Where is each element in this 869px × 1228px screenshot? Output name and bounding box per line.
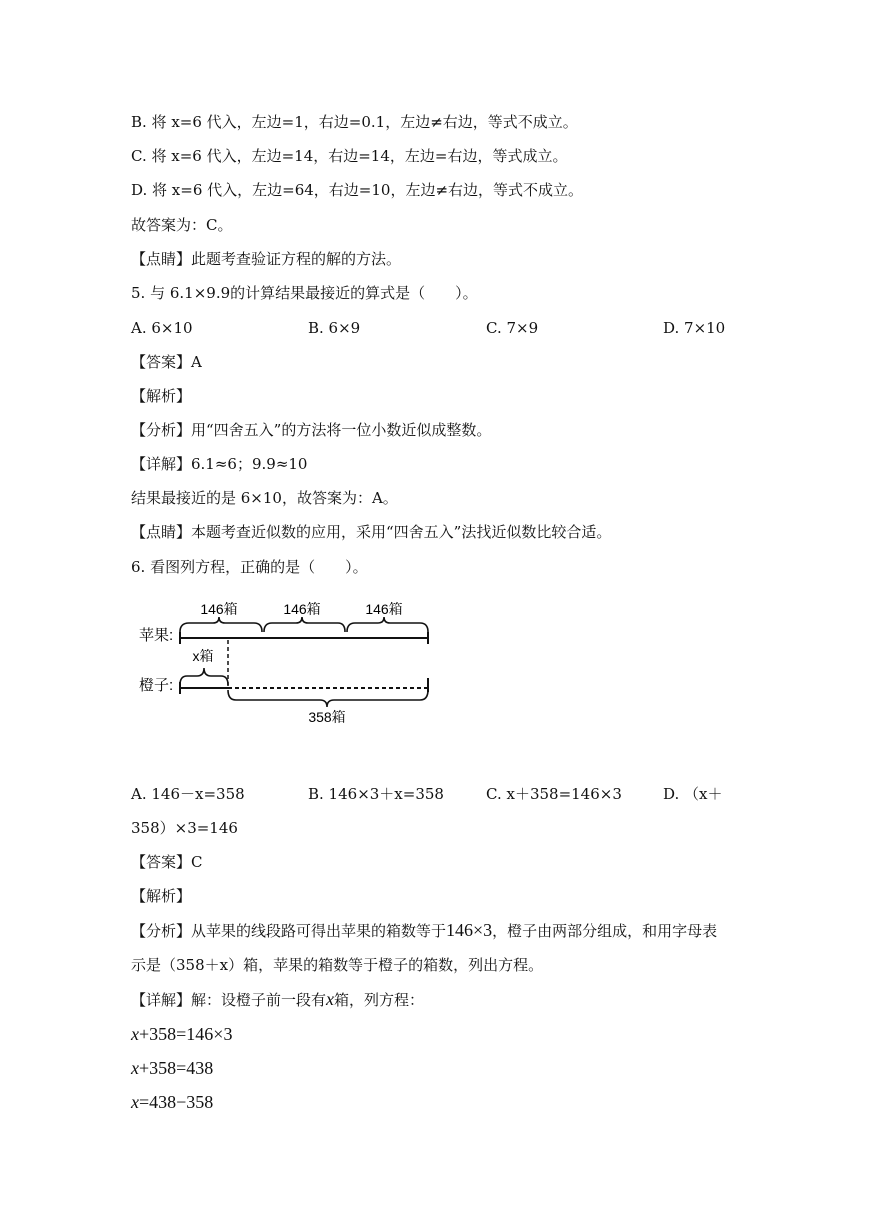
q6-stem: 6. 看图列方程，正确的是（ ）。 xyxy=(131,558,368,576)
q4-option-b-explanation: B. 将 x=6 代入，左边=1，右边=0.1，左边≠右边，等式不成立。 xyxy=(131,113,578,131)
q6-detail-prefix: 【详解】解：设橙子前一段有 xyxy=(131,991,327,1009)
orange-label: 橙子: xyxy=(139,677,174,694)
q5-answer: 【答案】A xyxy=(131,353,202,371)
q6-answer: 【答案】C xyxy=(131,853,203,871)
eq2-rest: +358=438 xyxy=(139,1058,214,1078)
q5-stem: 5. 与 6.1×9.9的计算结果最接近的算式是（ ）。 xyxy=(131,284,478,302)
q5-analysis-heading: 【解析】 xyxy=(131,387,192,405)
q5-option-a: A. 6×10 xyxy=(131,319,193,337)
eq1-rest: +358=146×3 xyxy=(139,1024,233,1044)
q6-detail-suffix: 箱，列方程： xyxy=(334,991,425,1009)
q6-analysis-heading: 【解析】 xyxy=(131,887,192,905)
q6-option-b: B. 146×3＋x=358 xyxy=(308,785,444,803)
eq2-var: x xyxy=(131,1058,139,1078)
q6-equation-3 xyxy=(131,1092,213,1112)
q6-analysis-suffix: ，橙子由两部分组成，和用字母表 xyxy=(492,922,718,940)
q6-analysis-line1 xyxy=(131,920,717,941)
q4-conclusion: 故答案为：C。 xyxy=(131,216,233,234)
q6-detail-var: x xyxy=(326,989,335,1009)
q6-equation-2 xyxy=(131,1058,213,1078)
segment-label-3: 146箱 xyxy=(365,601,403,617)
q4-option-d-explanation: D. 将 x=6 代入，左边=64，右边=10，左边≠右边，等式不成立。 xyxy=(131,181,584,199)
q6-analysis-line2: 示是（358＋x）箱，苹果的箱数等于橙子的箱数，列出方程。 xyxy=(131,956,544,974)
q6-detail xyxy=(131,989,424,1010)
eq1-var: x xyxy=(131,1024,139,1044)
q6-analysis-prefix: 【分析】从苹果的线段路可得出苹果的箱数等于 xyxy=(131,922,447,940)
eq3-rest: =438−358 xyxy=(139,1092,214,1112)
bottom-label: 358箱 xyxy=(308,709,346,725)
segment-label-1: 146箱 xyxy=(200,601,238,617)
q5-option-d: D. 7×10 xyxy=(663,319,726,337)
q6-option-d: D. （x＋ xyxy=(663,785,723,803)
q6-option-a: A. 146－x=358 xyxy=(131,785,245,803)
eq3-var: x xyxy=(131,1092,139,1112)
q5-comment: 【点睛】本题考查近似数的应用，采用“四舍五入”法找近似数比较合适。 xyxy=(131,523,612,541)
q5-option-b: B. 6×9 xyxy=(308,319,361,337)
q4-comment: 【点睛】此题考查验证方程的解的方法。 xyxy=(131,250,402,268)
q5-result: 结果最接近的是 6×10，故答案为：A。 xyxy=(131,489,398,507)
apple-label: 苹果: xyxy=(139,627,174,644)
q6-option-d-continued: 358）×3=146 xyxy=(131,819,238,837)
q6-analysis-math: 146×3 xyxy=(446,920,493,940)
q5-detail: 【详解】6.1≈6；9.9≈10 xyxy=(131,455,308,473)
q6-option-c: C. x＋358=146×3 xyxy=(486,785,622,803)
q5-option-c: C. 7×9 xyxy=(486,319,539,337)
q4-option-c-explanation: C. 将 x=6 代入，左边=14，右边=14，左边=右边，等式成立。 xyxy=(131,147,568,165)
segment-label-2: 146箱 xyxy=(283,601,321,617)
q6-line-diagram xyxy=(131,592,441,732)
q6-equation-1 xyxy=(131,1024,232,1044)
q5-analysis: 【分析】用“四舍五入”的方法将一位小数近似成整数。 xyxy=(131,421,492,439)
x-label: x箱 xyxy=(192,648,214,664)
